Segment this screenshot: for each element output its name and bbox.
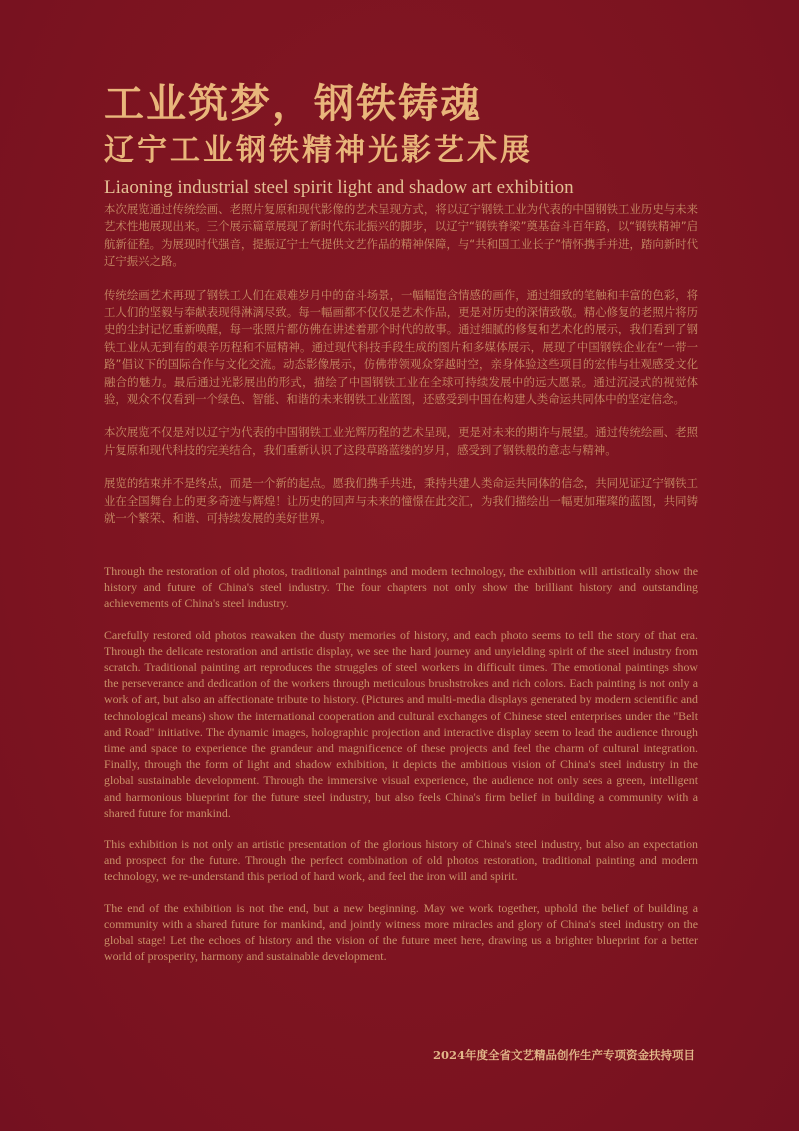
- chinese-paragraph: 传统绘画艺术再现了钢铁工人们在艰难岁月中的奋斗场景，一幅幅饱含情感的画作，通过细致的笔触和丰富的色彩，将工人们的坚毅与奉献表现得淋漓尽致。每一幅画都不仅仅是艺术作品，更是对历史的深情致敬。精心修复的老照片将历史的尘封记忆重新唤醒，每一张照片都仿佛在讲述着那个时代的故事。通过细腻的修复和艺术化的展示，我们看到了钢铁工业从无到有的艰辛历程和不屈精神。通过现代科技手段生成的图片和多媒体展示，展现了中国钢铁企业在“一带一路”倡议下的国际合作与文化交流。动态影像展示，仿佛带领观众穿越时空，亲身体验这些项目的宏伟与壮观感受文化融合的魅力。最后通过光影展出的形式，描绘了中国钢铁工业在全球可持续发展中的远大愿景。通过沉浸式的视觉体验，观众不仅看到一个绿色、智能、和谐的未来钢铁工业蓝图，还感受到中国在构建人类命运共同体中的坚定信念。: [104, 287, 698, 407]
- english-paragraph: Through the restoration of old photos, traditional paintings and modern technology, the exhibition will artistically show the history and future of China's steel industry. The four chapters not only show the brilliant history and outstanding achievements of China's steel industry.: [104, 564, 698, 611]
- subtitle: 辽宁工业钢铁精神光影艺术展: [104, 133, 533, 168]
- chinese-paragraph: 本次展览不仅是对以辽宁为代表的中国钢铁工业光辉历程的艺术呈现，更是对未来的期许与展望。通过传统绘画、老照片复原和现代科技的完美结合，我们重新认识了这段草路蓝缕的岁月，感受到了钢铁般的意志与精神。: [104, 425, 698, 457]
- funding-note: 2024年度全省文艺精品创作生产专项资金扶持项目: [432, 1048, 695, 1062]
- chinese-paragraph: 本次展览通过传统绘画、老照片复原和现代影像的艺术呈现方式，将以辽宁钢铁工业为代表的中国钢铁工业历史与未来艺术性地展现出来。三个展示篇章展现了新时代东北振兴的脚步，以辽宁“钢铁脊梁”奠基奋斗百年路，以“钢铁精神”启航新征程。为展现时代强音，提振辽宁士气提供文艺作品的精神保障，与“共和国工业长子”情怀携手并进，踏向新时代辽宁振兴之路。: [104, 202, 698, 269]
- chinese-paragraph: 展览的结束并不是终点，而是一个新的起点。愿我们携手共进，秉持共建人类命运共同体的信念，共同见证辽宁钢铁工业在全国舞台上的更多奇迹与辉煌！让历史的回声与未来的憧憬在此交汇，为我们描绘出一幅更加璀璨的蓝图，共同铸就一个繁荣、和谐、可持续发展的美好世界。: [104, 476, 698, 526]
- main-title: 工业筑梦，钢铁铸魂: [104, 80, 482, 127]
- english-paragraph: This exhibition is not only an artistic presentation of the glorious history of China's steel industry, but also an expectation and prospect for the future. Through the perfect combination of old photos restoration, traditional painting and modern technology, we re-understand this period of hard work, and feel the iron will and spirit.: [104, 837, 698, 884]
- english-body: [104, 563, 698, 979]
- english-paragraph: The end of the exhibition is not the end, but a new beginning. May we work together, uphold the belief of building a community with a shared future for mankind, and jointly witness more miracles and glory of China's steel industry on the global stage! Let the echoes of history and the vision of the future meet here, drawing us a brighter blueprint for a better world of prosperity, harmony and sustainable development.: [104, 900, 698, 964]
- english-paragraph: Carefully restored old photos reawaken the dusty memories of history, and each photo seems to tell the story of that era. Through the delicate restoration and artistic display, we see the hard journey and unyielding spirit of the steel industry from scratch. Traditional painting art reproduces the struggles of steel workers in difficult times. The emotional paintings show the perseverance and dedication of the workers through meticulous brushstrokes and rich colors. Each painting is not only a work of art, but also an affectionate tribute to history. (Pictures and multi-media displays generated by modern scientific and technological means) show the international cooperation and cultural exchanges of Chinese steel enterprises under the "Belt and Road" initiative. The dynamic images, holographic projection and interactive display seem to lead the audience through time and space to experience the grandeur and magnificence of these projects and feel the charm of cultural integration. Finally, through the form of light and shadow exhibition, it depicts the ambitious vision of China's steel industry in the global sustainable development. Through the immersive visual experience, the audience not only sees a green, intelligent and harmonious blueprint for the future steel industry, but also feels China's firm belief in building a community with a shared future for mankind.: [104, 627, 698, 820]
- english-title: Liaoning industrial steel spirit light and shadow art exhibition: [104, 177, 574, 198]
- chinese-body: [104, 201, 698, 544]
